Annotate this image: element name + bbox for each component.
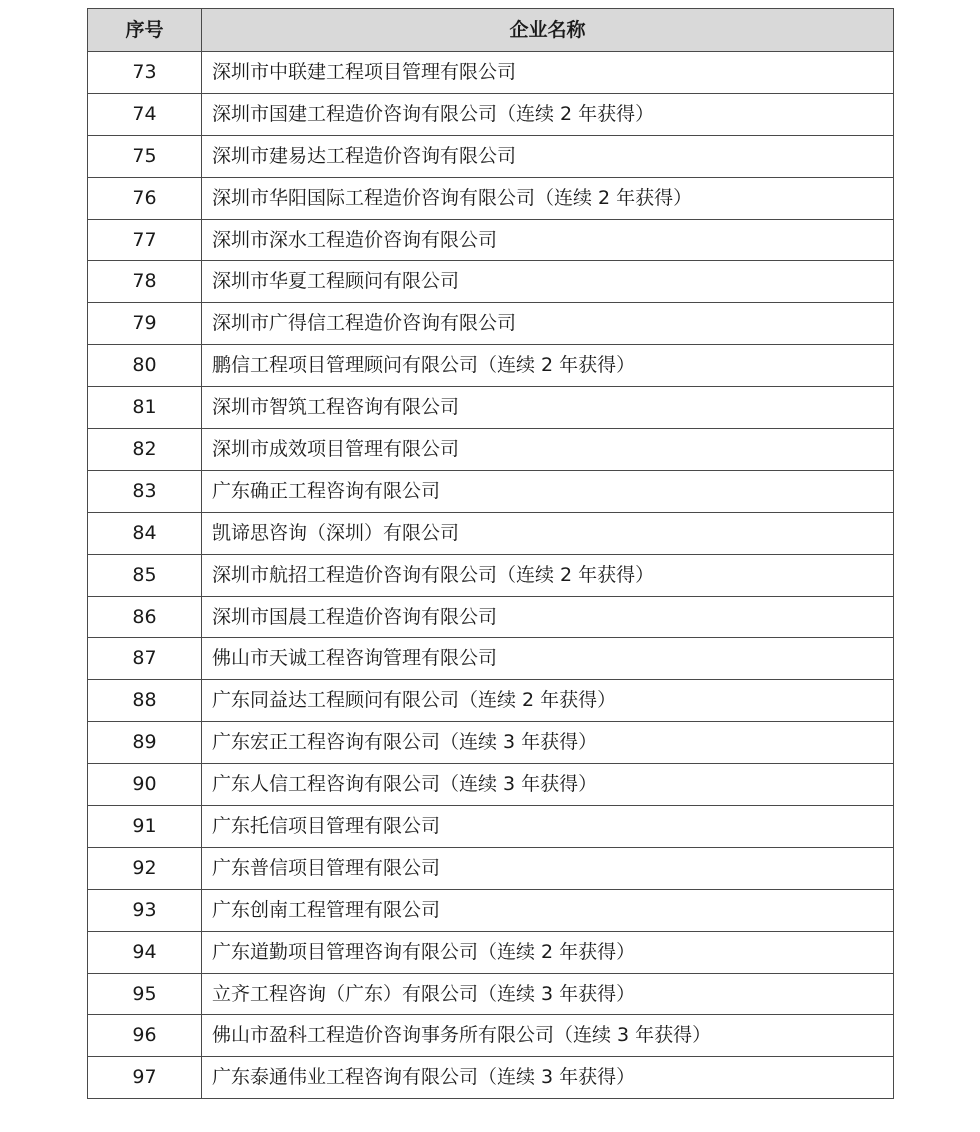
table-row: [88, 764, 894, 806]
table-row: [88, 303, 894, 345]
table-header: [88, 9, 894, 52]
row-index: 86: [88, 596, 202, 638]
row-company-name: 广东宏正工程咨询有限公司（连续 3 年获得）: [202, 722, 894, 764]
row-index: 78: [88, 261, 202, 303]
row-index: 75: [88, 135, 202, 177]
row-index: 91: [88, 806, 202, 848]
table-row: [88, 1057, 894, 1099]
table-row: [88, 1015, 894, 1057]
header-index: 序号: [88, 9, 202, 52]
table-row: [88, 512, 894, 554]
row-company-name: 深圳市中联建工程项目管理有限公司: [202, 52, 894, 94]
row-index: 89: [88, 722, 202, 764]
row-index: 82: [88, 429, 202, 471]
row-company-name: 广东同益达工程顾问有限公司（连续 2 年获得）: [202, 680, 894, 722]
row-index: 79: [88, 303, 202, 345]
row-company-name: 广东泰通伟业工程咨询有限公司（连续 3 年获得）: [202, 1057, 894, 1099]
row-index: 73: [88, 52, 202, 94]
row-index: 76: [88, 177, 202, 219]
table-row: [88, 638, 894, 680]
row-company-name: 深圳市成效项目管理有限公司: [202, 429, 894, 471]
row-company-name: 凯谛思咨询（深圳）有限公司: [202, 512, 894, 554]
row-company-name: 深圳市建易达工程造价咨询有限公司: [202, 135, 894, 177]
row-index: 96: [88, 1015, 202, 1057]
row-company-name: 广东确正工程咨询有限公司: [202, 470, 894, 512]
table-row: [88, 889, 894, 931]
table-row: [88, 931, 894, 973]
row-index: 85: [88, 554, 202, 596]
row-company-name: 鹏信工程项目管理顾问有限公司（连续 2 年获得）: [202, 345, 894, 387]
table-row: [88, 680, 894, 722]
row-company-name: 广东普信项目管理有限公司: [202, 847, 894, 889]
row-company-name: 广东道勤项目管理咨询有限公司（连续 2 年获得）: [202, 931, 894, 973]
row-company-name: 佛山市天诚工程咨询管理有限公司: [202, 638, 894, 680]
row-company-name: 深圳市华阳国际工程造价咨询有限公司（连续 2 年获得）: [202, 177, 894, 219]
row-index: 87: [88, 638, 202, 680]
table-row: [88, 847, 894, 889]
row-company-name: 深圳市国建工程造价咨询有限公司（连续 2 年获得）: [202, 93, 894, 135]
table-row: [88, 722, 894, 764]
table-row: [88, 429, 894, 471]
row-company-name: 深圳市国晨工程造价咨询有限公司: [202, 596, 894, 638]
row-index: 97: [88, 1057, 202, 1099]
row-index: 74: [88, 93, 202, 135]
row-index: 77: [88, 219, 202, 261]
row-index: 92: [88, 847, 202, 889]
row-index: 90: [88, 764, 202, 806]
header-company-name: 企业名称: [202, 9, 894, 52]
table-row: [88, 470, 894, 512]
row-company-name: 深圳市广得信工程造价咨询有限公司: [202, 303, 894, 345]
table-row: [88, 806, 894, 848]
row-company-name: 深圳市深水工程造价咨询有限公司: [202, 219, 894, 261]
row-index: 94: [88, 931, 202, 973]
table-row: [88, 554, 894, 596]
table-row: [88, 52, 894, 94]
row-company-name: 立齐工程咨询（广东）有限公司（连续 3 年获得）: [202, 973, 894, 1015]
row-index: 81: [88, 387, 202, 429]
row-company-name: 深圳市华夏工程顾问有限公司: [202, 261, 894, 303]
row-company-name: 深圳市航招工程造价咨询有限公司（连续 2 年获得）: [202, 554, 894, 596]
table-row: [88, 345, 894, 387]
table-row: [88, 219, 894, 261]
row-index: 84: [88, 512, 202, 554]
row-company-name: 深圳市智筑工程咨询有限公司: [202, 387, 894, 429]
row-index: 93: [88, 889, 202, 931]
row-index: 95: [88, 973, 202, 1015]
company-table: [87, 8, 894, 1099]
table-row: [88, 93, 894, 135]
table-row: [88, 973, 894, 1015]
row-company-name: 广东托信项目管理有限公司: [202, 806, 894, 848]
row-index: 88: [88, 680, 202, 722]
row-index: 80: [88, 345, 202, 387]
row-index: 83: [88, 470, 202, 512]
row-company-name: 广东创南工程管理有限公司: [202, 889, 894, 931]
table-row: [88, 387, 894, 429]
table-row: [88, 261, 894, 303]
row-company-name: 广东人信工程咨询有限公司（连续 3 年获得）: [202, 764, 894, 806]
header-row: [88, 9, 894, 52]
table-row: [88, 596, 894, 638]
table-row: [88, 177, 894, 219]
row-company-name: 佛山市盈科工程造价咨询事务所有限公司（连续 3 年获得）: [202, 1015, 894, 1057]
table-body: [88, 52, 894, 1099]
table-row: [88, 135, 894, 177]
